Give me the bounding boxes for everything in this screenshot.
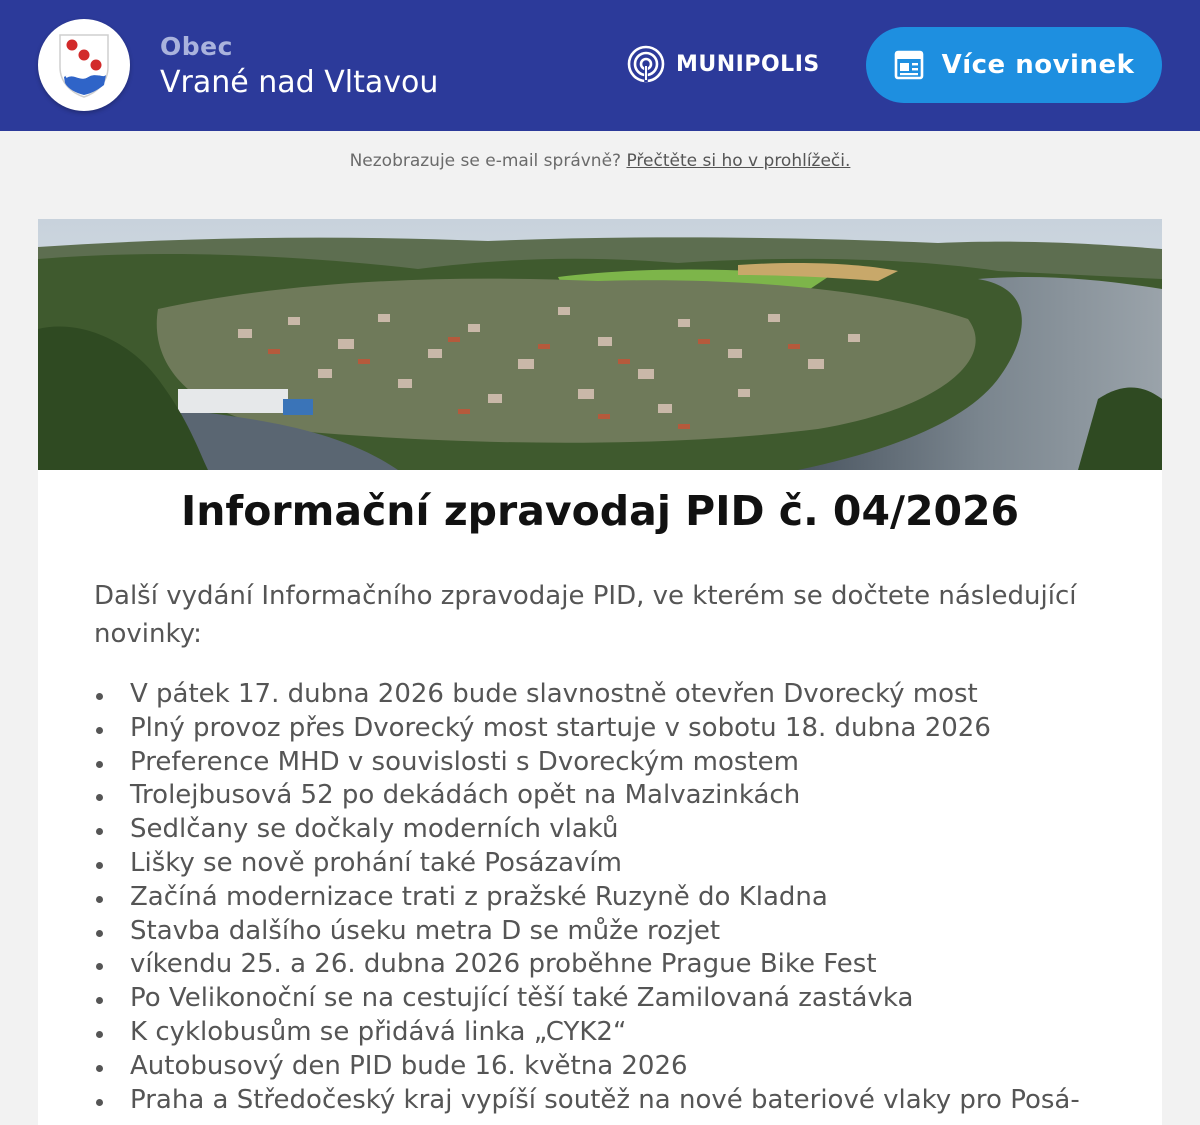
- news-item: Po Velikonoční se na cestující těší také Zamilovaná zastávka: [94, 982, 1104, 1016]
- header-photo: [38, 219, 1162, 470]
- news-item: Autobusový den PID bude 16. května 2026: [94, 1050, 1104, 1084]
- newspaper-icon: [894, 50, 924, 80]
- article-card: [38, 219, 1162, 1125]
- news-item: Stavba dalšího úseku metra D se může rozjet: [94, 915, 1104, 949]
- article-title: Informační zpravodaj PID č. 04/2026: [180, 487, 1020, 535]
- news-item: Lišky se nově prohání také Posázavím: [94, 847, 1104, 881]
- munipolis-wordmark: MUNIPOLIS: [676, 51, 820, 77]
- coat-of-arms-icon: [52, 31, 116, 99]
- municipality-name: Vrané nad Vltavou: [160, 65, 439, 100]
- news-item: Preference MHD v souvislosti s Dvoreckým mostem: [94, 746, 1104, 780]
- news-item: Trolejbusová 52 po dekádách opět na Malvazinkách: [94, 779, 1104, 813]
- news-item: V pátek 17. dubna 2026 bude slavnostně otevřen Dvorecký most: [94, 678, 1104, 712]
- news-item: víkendu 25. a 26. dubna 2026 proběhne Prague Bike Fest: [94, 948, 1104, 982]
- more-news-label: Více novinek: [941, 50, 1135, 80]
- header: [0, 0, 1200, 131]
- munipolis-logo[interactable]: [626, 42, 820, 86]
- browser-view-notice: [0, 151, 1200, 171]
- news-list: [94, 678, 1104, 1117]
- view-in-browser-link[interactable]: Přečtěte si ho v prohlížeči.: [626, 151, 851, 171]
- news-item: Praha a Středočeský kraj vypíší soutěž na nové bateriové vlaky pro Posá-: [94, 1084, 1104, 1118]
- article-intro: Další vydání Informačního zpravodaje PID, ve kterém se dočtete následující novinky:: [94, 581, 1077, 649]
- municipality-type: Obec: [160, 32, 233, 61]
- news-item: Plný provoz přes Dvorecký most startuje v sobotu 18. dubna 2026: [94, 712, 1104, 746]
- more-news-button[interactable]: [866, 27, 1162, 103]
- news-item: Začíná modernizace trati z pražské Ruzyně do Kladna: [94, 881, 1104, 915]
- news-item: K cyklobusům se přidává linka „CYK2“: [94, 1016, 1104, 1050]
- notice-text: Nezobrazuje se e-mail správně?: [349, 151, 622, 171]
- broadcast-icon: [626, 44, 666, 84]
- news-item: Sedlčany se dočkaly moderních vlaků: [94, 813, 1104, 847]
- town-crest[interactable]: [38, 19, 130, 111]
